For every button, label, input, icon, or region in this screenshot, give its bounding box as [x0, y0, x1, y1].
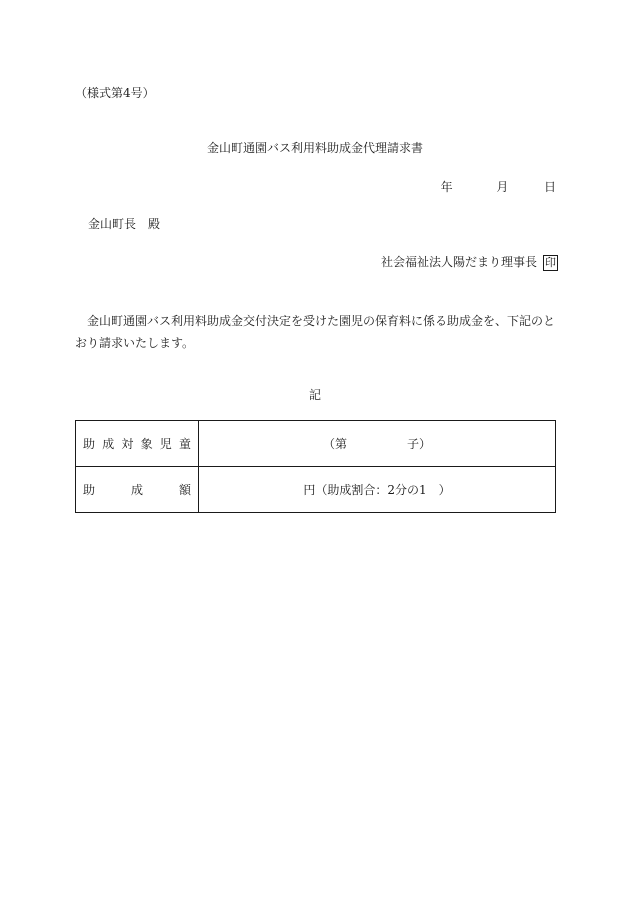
date-month: 月 — [496, 180, 509, 194]
table-row — [76, 467, 556, 513]
document-title: 金山町通園バス利用料助成金代理請求書 — [206, 141, 423, 155]
label-char: 児 — [159, 437, 172, 451]
table-row — [76, 421, 556, 467]
date-line — [441, 179, 556, 195]
row-label — [83, 435, 191, 452]
row-label-cell — [76, 421, 199, 467]
ki-label: 記 — [308, 388, 321, 402]
body-text: 金山町通園バス利用料助成金交付決定を受けた園児の保育料に係る助成金を、下記のとおり請求いたします。 — [75, 314, 556, 350]
seal-mark: 印 — [545, 256, 556, 269]
label-char: 助 — [83, 483, 96, 497]
addressee: 金山町長 殿 — [88, 217, 161, 231]
row-value: （第 子） — [199, 421, 556, 467]
label-char: 成 — [130, 483, 143, 497]
label-char: 助 — [83, 437, 96, 451]
label-char: 象 — [140, 437, 153, 451]
label-char: 成 — [102, 437, 115, 451]
form-number: （様式第4号） — [75, 86, 155, 100]
row-label — [83, 481, 191, 498]
label-char: 童 — [178, 437, 191, 451]
label-char: 対 — [121, 437, 134, 451]
date-year: 年 — [440, 180, 453, 194]
applicant-line — [381, 254, 558, 271]
row-label-cell — [76, 467, 199, 513]
detail-table — [75, 420, 556, 513]
date-day: 日 — [543, 180, 556, 194]
row-value: 円（助成割合：2分の1 ） — [199, 467, 556, 513]
applicant-name: 社会福祉法人陽だまり理事長 — [380, 255, 537, 269]
body-paragraph — [75, 310, 559, 354]
label-char: 額 — [178, 483, 191, 497]
